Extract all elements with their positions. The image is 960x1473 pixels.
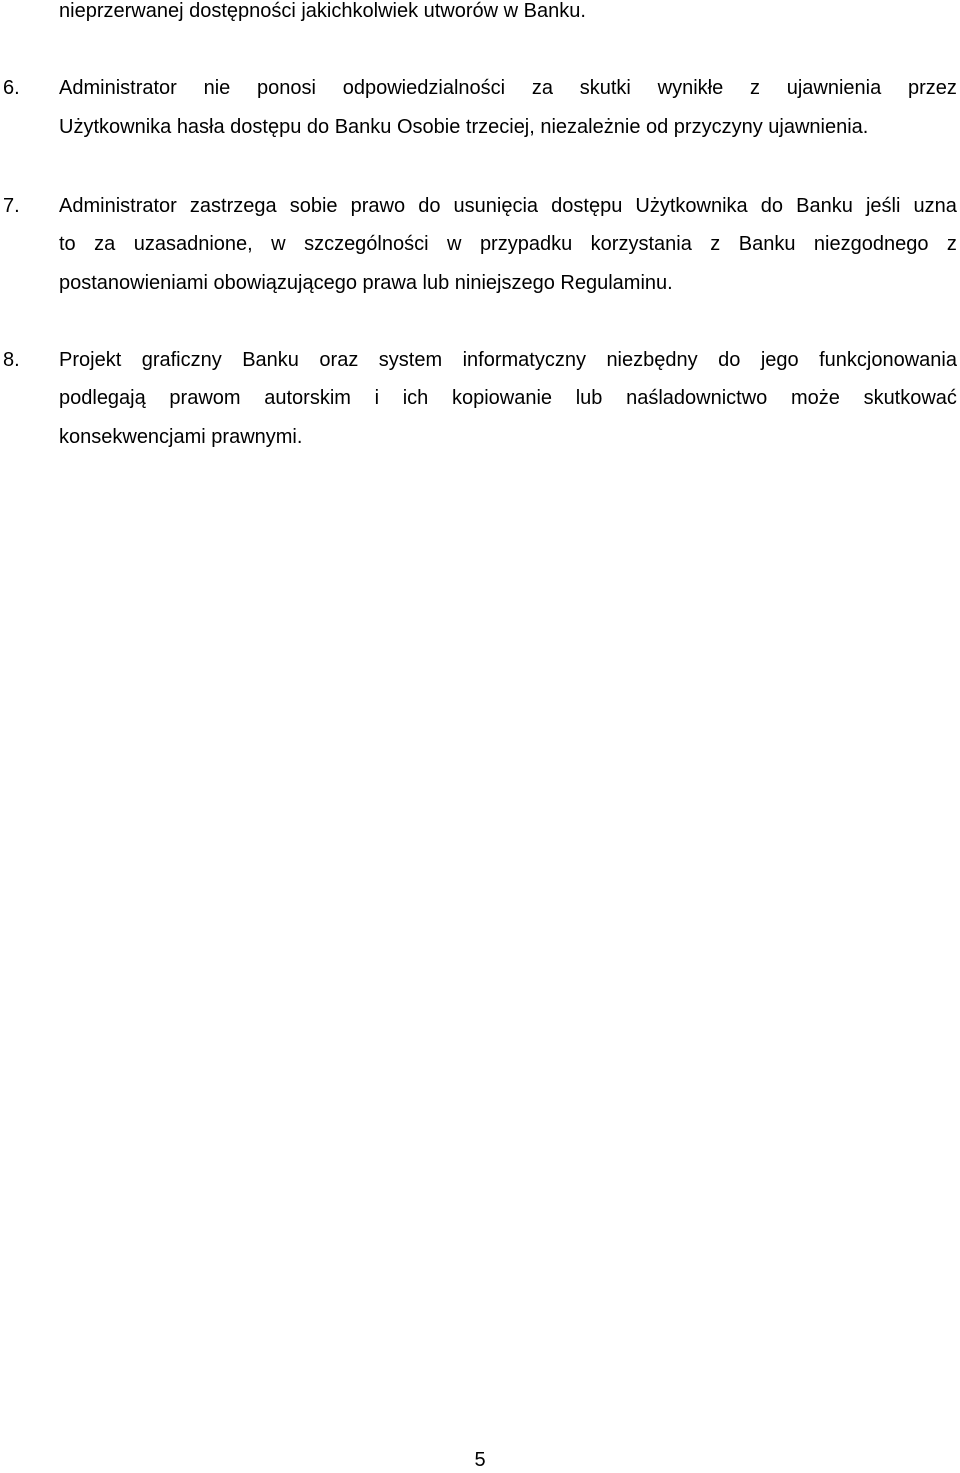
continuation-line: nieprzerwanej dostępności jakichkolwiek utworów w Banku. — [59, 0, 586, 22]
item-line: Administrator nie ponosi odpowiedzialności za skutki wynikłe z ujawnienia przez — [59, 77, 957, 99]
item-line: Użytkownika hasła dostępu do Banku Osobie trzeciej, niezależnie od przyczyny ujawnienia. — [59, 116, 869, 138]
item-line: Administrator zastrzega sobie prawo do usunięcia dostępu Użytkownika do Banku jeśli uzna — [59, 195, 957, 217]
item-line: podlegają prawom autorskim i ich kopiowanie lub naśladownictwo może skutkować — [59, 387, 957, 409]
item-line: postanowieniami obowiązującego prawa lub niniejszego Regulaminu. — [59, 272, 673, 294]
item-line: to za uzasadnione, w szczególności w przypadku korzystania z Banku niezgodnego z — [59, 233, 957, 255]
item-line: konsekwencjami prawnymi. — [59, 426, 303, 448]
item-number: 7. — [3, 195, 20, 217]
item-number: 8. — [3, 349, 20, 371]
item-line: Projekt graficzny Banku oraz system informatyczny niezbędny do jego funkcjonowania — [59, 349, 957, 371]
page-number: 5 — [474, 1449, 486, 1471]
item-number: 6. — [3, 77, 20, 99]
